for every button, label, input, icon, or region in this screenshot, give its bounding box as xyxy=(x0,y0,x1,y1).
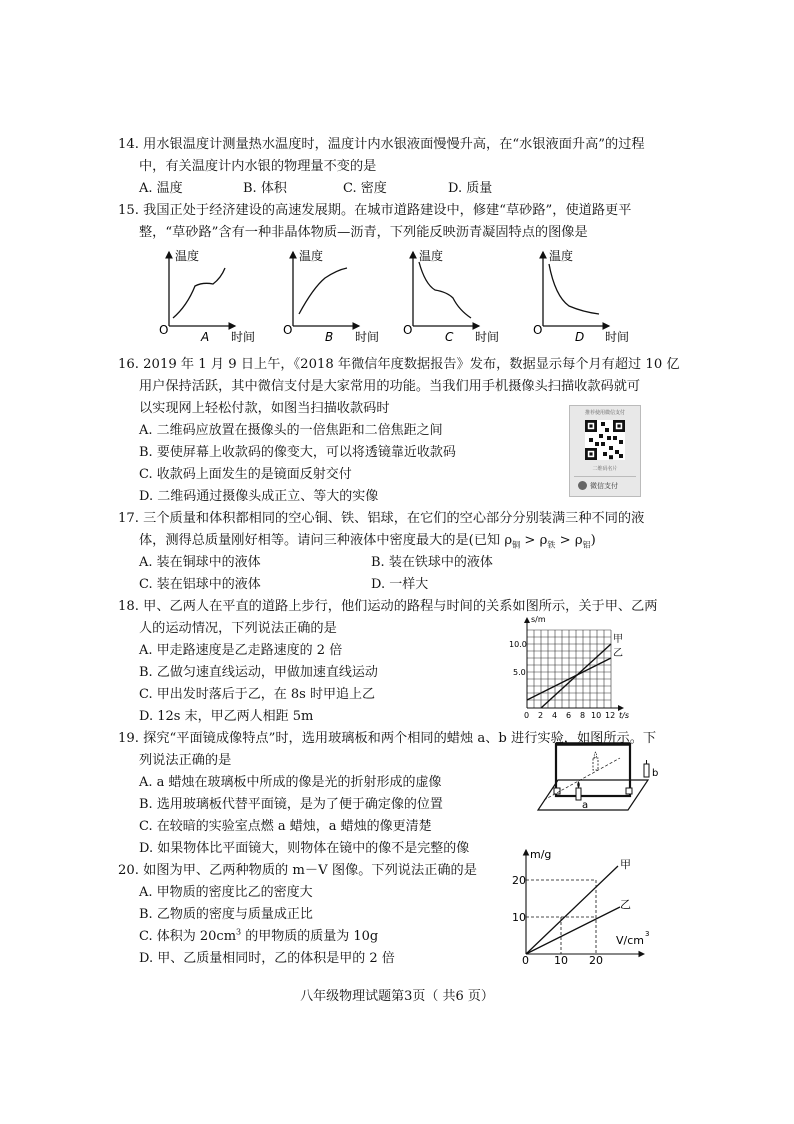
q18-st-chart xyxy=(505,612,655,722)
q20-xlabel-sup: 3 xyxy=(645,930,650,938)
q15-graph-a-xlabel: 时间 xyxy=(231,330,256,344)
q15-stem-line2: 整，“草砂路”含有一种非晶体物质—沥青，下列能反映沥青凝固特点的图像是 xyxy=(139,225,588,240)
q15-graph-d-letter: D xyxy=(575,330,585,344)
label-a: a xyxy=(582,800,589,811)
q20-option-c xyxy=(139,925,378,944)
q16-option-c: C. 收款码上面发生的是镜面反射交付 xyxy=(139,467,352,482)
q20-line-yi xyxy=(526,907,620,954)
q18-option-c: C. 甲出发时落后于乙，在 8s 时甲追上乙 xyxy=(139,687,375,702)
q14-option-c: C. 密度 xyxy=(343,181,387,196)
q18-option-b: B. 乙做匀速直线运动，甲做加速直线运动 xyxy=(139,665,378,680)
rho-al: ρ xyxy=(574,533,583,548)
q17-option-a: A. 装在铜球中的液体 xyxy=(139,555,261,570)
q20-xtick-20: 20 xyxy=(589,954,603,966)
q16-option-a: A. 二维码应放置在摄像头的一倍焦距和二倍焦距之间 xyxy=(139,423,443,438)
q18-ytick-5: 5.0 xyxy=(513,668,526,677)
q15-graphs xyxy=(155,248,715,348)
q17-option-c: C. 装在铝球中的液体 xyxy=(139,577,261,592)
qr-card-subtitle: 二维码名片 xyxy=(592,466,618,472)
q18-xlabel: t/s xyxy=(619,711,629,720)
qr-card-divider xyxy=(574,476,636,477)
q20-option-c-part2: 的甲物质的质量为 10g xyxy=(241,929,379,944)
q18-option-d: D. 12s 末，甲乙两人相距 5m xyxy=(139,709,314,724)
q18-xtick-2: 2 xyxy=(538,711,544,720)
q17-option-b: B. 装在铁球中的液体 xyxy=(371,555,493,570)
q18-xtick-10: 10 xyxy=(591,711,602,720)
q18-grid xyxy=(527,630,611,708)
q14-stem-line2: 中，有关温度计内水银的物理量不变的是 xyxy=(139,159,377,174)
qr-code-image xyxy=(585,420,625,460)
q15-graph-a-letter: A xyxy=(201,330,210,344)
q19-stem-line1: 19. 探究“平面镜成像特点”时，选用玻璃板和两个相同的蜡烛 a、b 进行实验，如图所示。下 xyxy=(118,731,657,746)
q17-option-d: D. 一样大 xyxy=(371,577,429,592)
q16-stem-line2: 用户保持活跃，其中微信支付是大家常用的功能。当我们用手机摄像头扫描收款码就可 xyxy=(139,379,641,394)
q15-graph-b-xlabel: 时间 xyxy=(355,330,380,344)
q20-ytick-20: 20 xyxy=(512,874,526,887)
q16-stem-line3: 以实现网上轻松付款，如图当扫描收款码时 xyxy=(139,401,390,416)
q15-graph-a-ylabel: 温度 xyxy=(175,249,200,263)
gt-2: > xyxy=(555,533,575,548)
q18-xtick-6: 6 xyxy=(566,711,572,720)
rho-cu: ρ xyxy=(504,533,513,548)
q15-graph-c-ylabel: 温度 xyxy=(419,249,444,263)
q16-option-d: D. 二维码通过摄像头成正立、等大的实像 xyxy=(139,489,379,504)
q18-xtick-4: 4 xyxy=(552,711,558,720)
q18-ytick-10: 10.0 xyxy=(509,640,527,649)
q15-graph-d-ylabel: 温度 xyxy=(549,249,574,263)
q19-option-c: C. 在较暗的实验室点燃 a 蜡烛，a 蜡烛的像更清楚 xyxy=(139,819,432,834)
gt-1: > xyxy=(520,533,540,548)
close-paren: ) xyxy=(590,533,596,548)
q19-option-d: D. 如果物体比平面镜大，则物体在镜中的像不是完整的像 xyxy=(139,841,470,856)
q15-graph-b-ylabel: 温度 xyxy=(299,249,324,263)
candle-image xyxy=(593,752,598,770)
q18-option-a: A. 甲走路速度是乙走路速度的 2 倍 xyxy=(139,643,343,658)
q19-option-a: A. a 蜡烛在玻璃板中所成的像是光的折射形成的虚像 xyxy=(139,775,442,790)
q17-stem-line2-text: 体，测得总质量刚好相等。请问三种液体中密度最大的是(已知 xyxy=(139,533,505,548)
q20-xtick-10: 10 xyxy=(554,954,568,966)
candle-b xyxy=(644,760,649,777)
q19-stem-line2: 列说法正确的是 xyxy=(139,753,232,768)
q20-line-jia xyxy=(526,866,618,954)
q14-option-d: D. 质量 xyxy=(448,181,493,196)
q14-option-b: B. 体积 xyxy=(243,181,287,196)
q18-ylabel: s/m xyxy=(531,615,546,624)
q14-option-a: A. 温度 xyxy=(139,181,183,196)
rho-fe: ρ xyxy=(539,533,548,548)
wechat-pay-icon xyxy=(578,481,587,490)
q19-mirror-diagram xyxy=(530,738,660,818)
q15-stem-line1: 15. 我国正处于经济建设的高速发展期。在城市道路建设中，修建“草砂路”，使道路更平 xyxy=(118,203,632,218)
q15-graph-d-origin: O xyxy=(533,323,543,337)
q18-xtick-0: 0 xyxy=(524,711,530,720)
q14-stem-line1: 14. 用水银温度计测量热水温度时，温度计内水银液面慢慢升高，在“水银液面升高”的过程 xyxy=(118,137,645,152)
q18-xtick-12: 12 xyxy=(605,711,616,720)
rho-al-sub: 铝 xyxy=(582,540,591,550)
q18-xtick-8: 8 xyxy=(580,711,586,720)
q16-stem-line1: 16. 2019 年 1 月 9 日上午，《2018 年微信年度数据报告》发布，数据显示每个月有超过 10 亿 xyxy=(118,357,680,372)
q18-stem-line1: 18. 甲、乙两人在平直的道路上步行，他们运动的路程与时间的关系如图所示，关于甲、乙两 xyxy=(118,599,658,614)
q15-graph-b-letter: B xyxy=(325,330,334,344)
q18-stem-line2: 人的运动情况，下列说法正确的是 xyxy=(139,621,337,636)
qr-card-title: 推荐使用微信支付 xyxy=(584,410,625,416)
page-footer: 八年级物理试题第3页（ 共6 页） xyxy=(300,989,494,1004)
q17-stem-line1: 17. 三个质量和体积都相同的空心铜、铁、铝球，在它们的空心部分分别装满三种不同的液 xyxy=(118,511,645,526)
q15-graph-d-xlabel: 时间 xyxy=(605,330,630,344)
q15-graph-b xyxy=(283,248,379,344)
rho-fe-sub: 铁 xyxy=(547,540,556,550)
q20-ytick-10: 10 xyxy=(512,911,526,924)
q17-stem-line2 xyxy=(139,529,596,551)
qr-payment-card xyxy=(569,405,641,497)
q20-mv-chart xyxy=(512,846,652,966)
candle-a xyxy=(576,781,581,800)
q20-option-a: A. 甲物质的密度比乙的密度大 xyxy=(139,885,313,900)
q18-label-jia: 甲 xyxy=(613,634,623,645)
q15-graph-c-origin: O xyxy=(403,323,413,337)
q20-xlabel: V/cm xyxy=(616,934,644,947)
rho-cu-sub: 铜 xyxy=(512,540,521,550)
q20-option-c-part1: C. 体积为 20cm xyxy=(139,929,237,944)
q20-option-b: B. 乙物质的密度与质量成正比 xyxy=(139,907,313,922)
q20-label-jia: 甲 xyxy=(620,858,631,871)
q15-graph-c xyxy=(403,248,499,344)
q20-option-c-sup: 3 xyxy=(236,927,242,937)
q16-option-b: B. 要使屏幕上收款码的像变大，可以将透镜靠近收款码 xyxy=(139,445,456,460)
q20-option-d: D. 甲、乙质量相同时，乙的体积是甲的 2 倍 xyxy=(139,951,395,966)
q15-graph-c-xlabel: 时间 xyxy=(475,330,500,344)
q15-graph-a-origin: O xyxy=(159,323,169,337)
q15-graph-b-origin: O xyxy=(283,323,293,337)
q19-option-b: B. 选用玻璃板代替平面镜，是为了便于确定像的位置 xyxy=(139,797,443,812)
q15-graph-d xyxy=(533,248,629,344)
q15-graph-c-letter: C xyxy=(445,330,454,344)
q15-graph-a xyxy=(159,248,255,344)
q20-label-yi: 乙 xyxy=(620,898,631,911)
q18-label-yi: 乙 xyxy=(613,648,623,659)
qr-card-brand: 微信支付 xyxy=(590,482,618,490)
label-b: b xyxy=(652,768,659,779)
q20-xtick-0: 0 xyxy=(522,954,529,966)
q20-ylabel: m/g xyxy=(530,848,552,861)
q20-stem-line1: 20. 如图为甲、乙两种物质的 m－V 图像。下列说法正确的是 xyxy=(118,863,477,878)
